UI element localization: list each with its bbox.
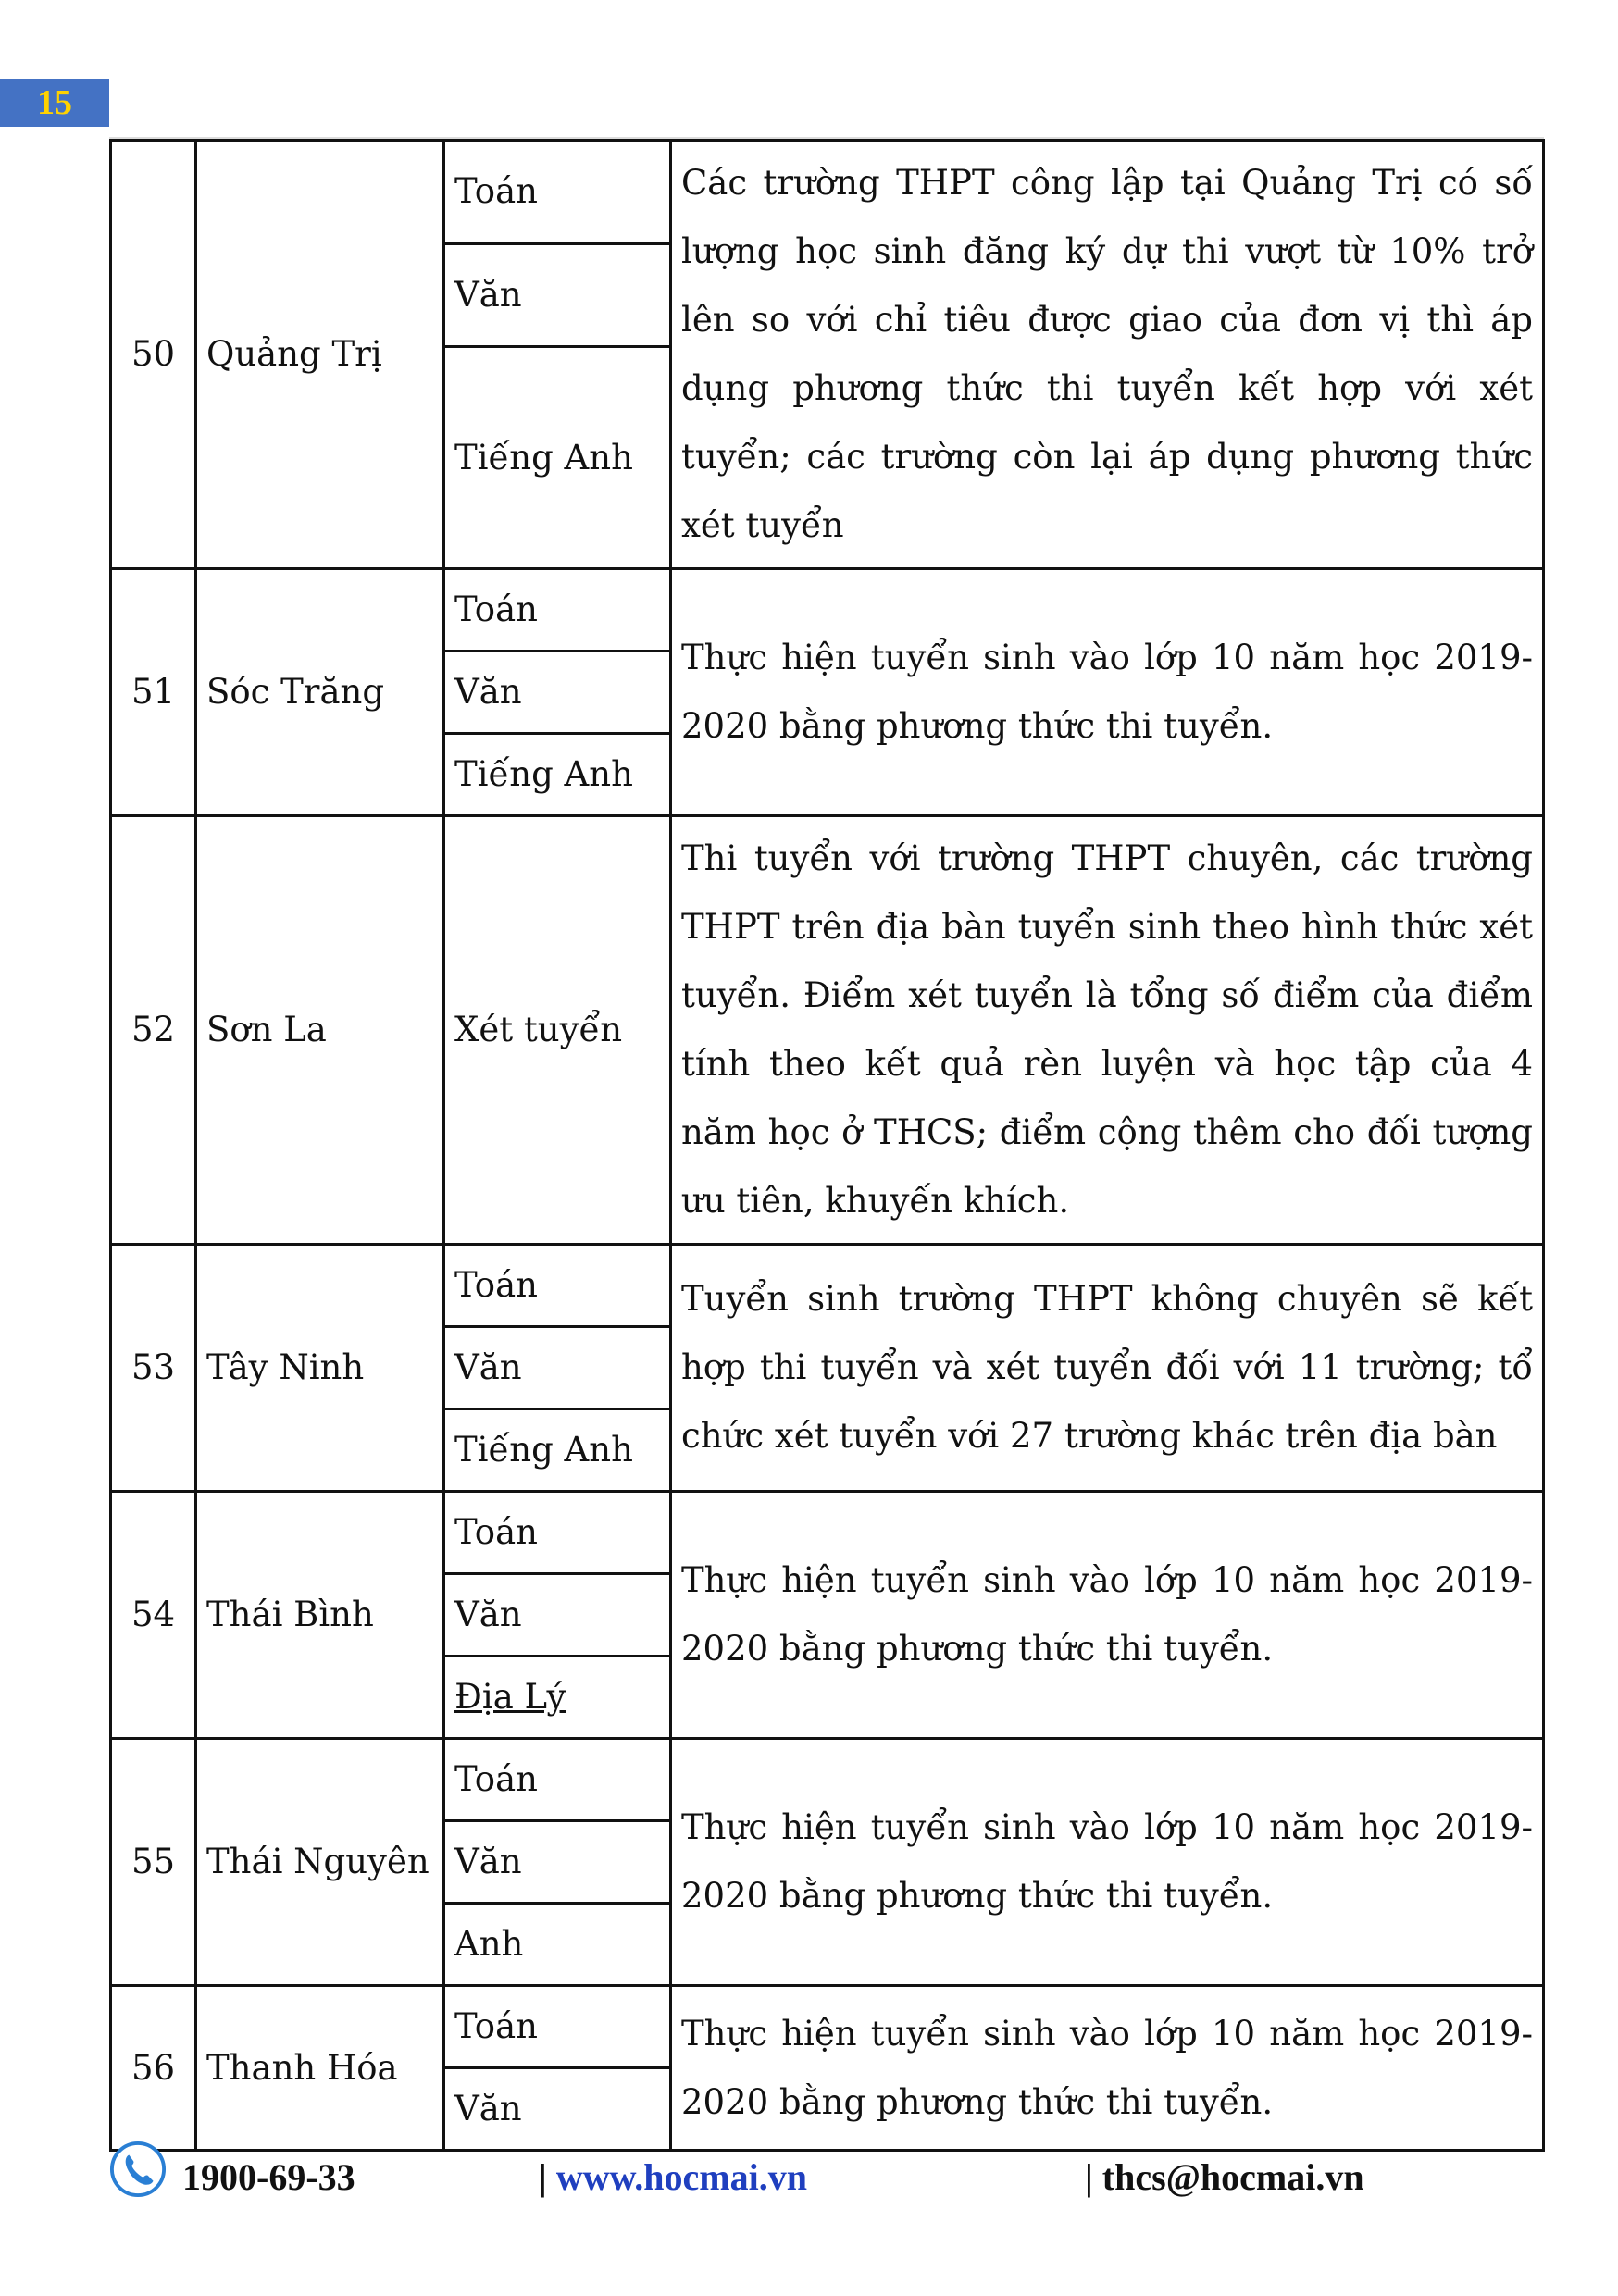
province-name: Thanh Hóa (196, 1986, 444, 2151)
table-row (111, 816, 1544, 1245)
row-number: 50 (111, 141, 196, 569)
subject-cell: Văn (444, 1327, 671, 1409)
table-row (111, 1245, 1544, 1327)
page-number: 15 (0, 79, 109, 127)
phone-icon (109, 2141, 167, 2198)
row-number: 51 (111, 569, 196, 816)
row-number: 53 (111, 1245, 196, 1492)
description-cell: Thực hiện tuyển sinh vào lớp 10 năm học 2019-2020 bằng phương thức thi tuyển. (671, 1492, 1544, 1739)
subject-cell: Văn (444, 652, 671, 734)
subject-cell: Tiếng Anh (444, 734, 671, 816)
subject-cell: Văn (444, 1574, 671, 1657)
website-link[interactable]: www.hocmai.vn (555, 2156, 807, 2198)
table-row (111, 1739, 1544, 1821)
table-row (111, 141, 1544, 244)
province-name: Sơn La (196, 816, 444, 1245)
description-cell: Thực hiện tuyển sinh vào lớp 10 năm học 2019-2020 bằng phương thức thi tuyển. (671, 569, 1544, 816)
footer-email[interactable]: | thcs@hocmai.vn (1085, 2156, 1364, 2198)
subject-cell (444, 1657, 671, 1739)
province-name: Thái Bình (196, 1492, 444, 1739)
description-cell: Tuyển sinh trường THPT không chuyên sẽ kết hợp thi tuyển và xét tuyển đối với 11 trường; tổ chức xét tuyển với 27 trường khác trên địa bàn (671, 1245, 1544, 1492)
subject-cell: Toán (444, 569, 671, 652)
subject-cell: Tiếng Anh (444, 1409, 671, 1492)
province-name: Quảng Trị (196, 141, 444, 569)
row-number: 54 (111, 1492, 196, 1739)
subject-cell: Anh (444, 1904, 671, 1986)
footer-separator: | (539, 2156, 556, 2198)
row-number: 56 (111, 1986, 196, 2151)
subject-cell: Toán (444, 141, 671, 244)
table-row (111, 1492, 1544, 1574)
description-cell: Các trường THPT công lập tại Quảng Trị có số lượng học sinh đăng ký dự thi vượt từ 10% trở lên so với chỉ tiêu được giao của đơn vị thì áp dụng phương thức thi tuyển kết hợp với xét tuyển; các trường còn lại áp dụng phương thức xét tuyển (671, 141, 1544, 569)
description-cell: Thực hiện tuyển sinh vào lớp 10 năm học 2019-2020 bằng phương thức thi tuyển. (671, 1739, 1544, 1986)
subject-cell: Toán (444, 1245, 671, 1327)
subject-cell: Toán (444, 1739, 671, 1821)
subject-cell: Văn (444, 2068, 671, 2151)
subject-cell: Văn (444, 1821, 671, 1904)
subject-cell: Toán (444, 1986, 671, 2068)
description-cell: Thi tuyển với trường THPT chuyên, các trường THPT trên địa bàn tuyển sinh theo hình thức xét tuyển. Điểm xét tuyển là tổng số điểm của điểm tính theo kết quả rèn luyện và học tập của 4 năm học ở THCS; điểm cộng thêm cho đối tượng ưu tiên, khuyến khích. (671, 816, 1544, 1245)
footer-website[interactable] (539, 2155, 807, 2199)
footer-phone[interactable]: 1900-69-33 (182, 2156, 355, 2198)
underlined-subject: Địa Lý (454, 1677, 566, 1717)
subject-cell: Tiếng Anh (444, 347, 671, 569)
page-footer (0, 2133, 1618, 2207)
admission-table (109, 139, 1545, 2152)
table-row (111, 569, 1544, 652)
province-name: Tây Ninh (196, 1245, 444, 1492)
row-number: 55 (111, 1739, 196, 1986)
province-name: Sóc Trăng (196, 569, 444, 816)
table-row (111, 1986, 1544, 2068)
description-cell: Thực hiện tuyển sinh vào lớp 10 năm học 2019-2020 bằng phương thức thi tuyển. (671, 1986, 1544, 2151)
row-number: 52 (111, 816, 196, 1245)
subject-cell: Văn (444, 243, 671, 347)
subject-cell: Xét tuyển (444, 816, 671, 1245)
province-name: Thái Nguyên (196, 1739, 444, 1986)
subject-cell: Toán (444, 1492, 671, 1574)
